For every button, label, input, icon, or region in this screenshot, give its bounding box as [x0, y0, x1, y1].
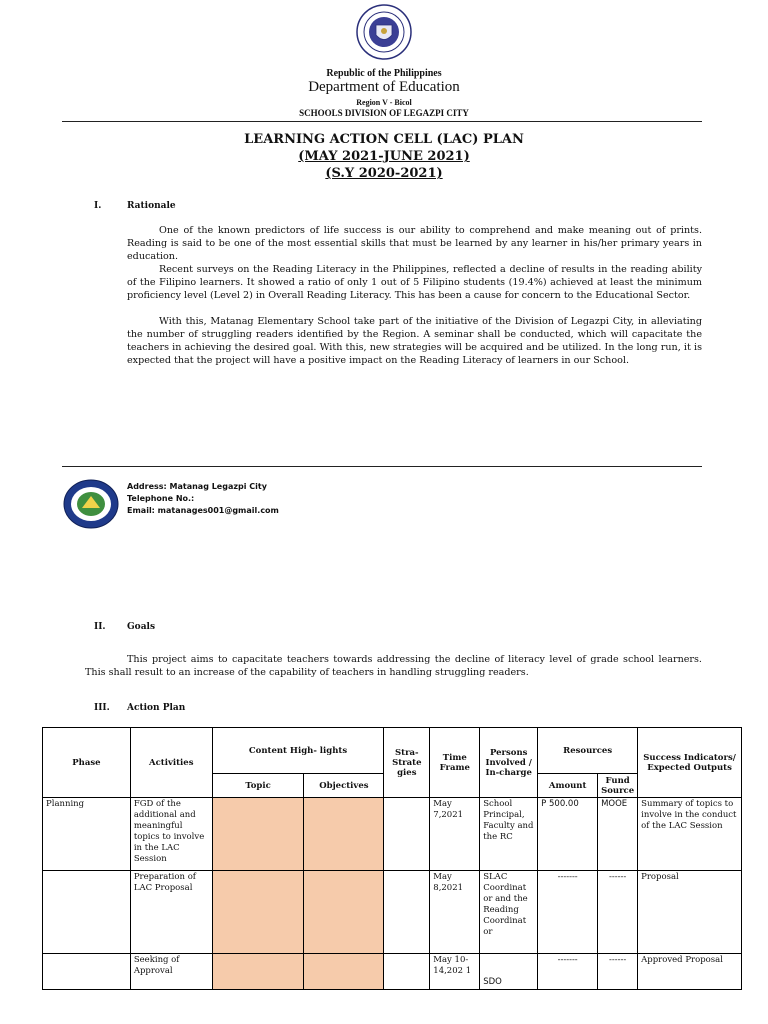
cell-objectives: [304, 798, 384, 871]
department-heading: Department of Education: [308, 79, 460, 95]
table-row: [43, 954, 742, 990]
document-period: (MAY 2021-JUNE 2021): [298, 149, 470, 164]
cell-topic: [212, 798, 304, 871]
section-heading-goals: Goals: [127, 622, 156, 632]
header-activities: Activities: [130, 728, 212, 798]
section-number: II.: [94, 622, 106, 632]
action-plan-table: [42, 727, 742, 990]
cell-persons: School Principal, Faculty and the RC: [480, 798, 538, 871]
division-heading: SCHOOLS DIVISION OF LEGAZPI CITY: [299, 108, 469, 118]
document-title: LEARNING ACTION CELL (LAC) PLAN: [244, 132, 524, 147]
deped-seal-logo: [356, 4, 412, 60]
table-row: [43, 871, 742, 954]
rationale-paragraph: With this, Matanag Elementary School take part of the initiative of the Division of Legazpi City, in alleviating the number of struggling readers identified by the Region. A seminar shall be conducted, which will capacitate the teachers in achieving the desired goal. With this, new strategies will be acquired and be utilized. In the long run, it is expected that the project will have a positive impact on the Reading Literacy of learners in our School.: [127, 316, 702, 366]
cell-phase: [43, 871, 131, 954]
cell-time: May 10-14,202 1: [430, 954, 480, 990]
header-time-frame: Time Frame: [430, 728, 480, 798]
rationale-paragraph: One of the known predictors of life success is our ability to comprehend and make meaning out of prints. Reading is said to be one of the most essential skills that must be learned by any learner in his/her primary years in education.: [127, 225, 702, 262]
cell-strategies: [384, 871, 430, 954]
table-row: [43, 798, 742, 871]
cell-fund: MOOE: [598, 798, 638, 871]
cell-fund: ------: [598, 871, 638, 954]
cell-objectives: [304, 954, 384, 990]
cell-amount: -------: [538, 871, 598, 954]
cell-phase: [43, 954, 131, 990]
section-number: I.: [94, 201, 102, 211]
cell-time: May 7,2021: [430, 798, 480, 871]
contact-address: Address: Matanag Legazpi City: [127, 482, 267, 491]
cell-amount: P 500.00: [538, 798, 598, 871]
contact-telephone: Telephone No.:: [127, 494, 195, 503]
cell-output: Summary of topics to involve in the conduct of the LAC Session: [638, 798, 742, 871]
header-strategies: Stra- Strate gies: [384, 728, 430, 798]
header-fund-source: Fund Source: [598, 774, 638, 798]
header-divider: [62, 121, 702, 122]
footer-divider: [62, 466, 702, 467]
cell-persons: SDO: [480, 954, 538, 990]
rationale-paragraph: Recent surveys on the Reading Literacy in the Philippines, reflected a decline of results in the reading ability of the Filipino learners. It showed a ratio of only 1 out of 5 Filipino students (19.4%) achieved at least the minimum proficiency level (Level 2) in Overall Reading Literacy. This has been a cause for concern to the Educational Sector.: [127, 264, 702, 301]
cell-time: May 8,2021: [430, 871, 480, 954]
region-heading: Region V - Bicol: [356, 98, 412, 107]
cell-objectives: [304, 871, 384, 954]
school-year: (S.Y 2020-2021): [325, 166, 443, 181]
header-topic: Topic: [212, 774, 304, 798]
header-content-highlights: Content High- lights: [212, 728, 384, 774]
section-heading-rationale: Rationale: [127, 201, 176, 211]
cell-strategies: [384, 954, 430, 990]
goals-paragraph: This project aims to capacitate teachers towards addressing the decline of literacy level of grade school learners. This shall result to an increase of the capability of teachers in handling struggling readers.: [85, 654, 702, 678]
cell-topic: [212, 871, 304, 954]
section-heading-action-plan: Action Plan: [127, 703, 186, 713]
cell-fund: ------: [598, 954, 638, 990]
cell-activity: Seeking of Approval: [130, 954, 212, 990]
school-logo: [62, 478, 120, 530]
cell-activity: FGD of the additional and meaningful topics to involve in the LAC Session: [130, 798, 212, 871]
header-phase: Phase: [43, 728, 131, 798]
cell-amount: -------: [538, 954, 598, 990]
header-success: Success Indicators/ Expected Outputs: [638, 728, 742, 798]
header-persons: Persons Involved / In-charge: [480, 728, 538, 798]
section-number: III.: [94, 703, 110, 713]
cell-strategies: [384, 798, 430, 871]
header-amount: Amount: [538, 774, 598, 798]
contact-email: Email: matanages001@gmail.com: [127, 506, 279, 515]
cell-output: Proposal: [638, 871, 742, 954]
cell-output: Approved Proposal: [638, 954, 742, 990]
cell-topic: [212, 954, 304, 990]
republic-heading: Republic of the Philippines: [326, 68, 442, 79]
cell-activity: Preparation of LAC Proposal: [130, 871, 212, 954]
cell-persons: SLAC Coordinat or and the Reading Coordinat or: [480, 871, 538, 954]
cell-phase: Planning: [43, 798, 131, 871]
header-objectives: Objectives: [304, 774, 384, 798]
header-resources: Resources: [538, 728, 638, 774]
